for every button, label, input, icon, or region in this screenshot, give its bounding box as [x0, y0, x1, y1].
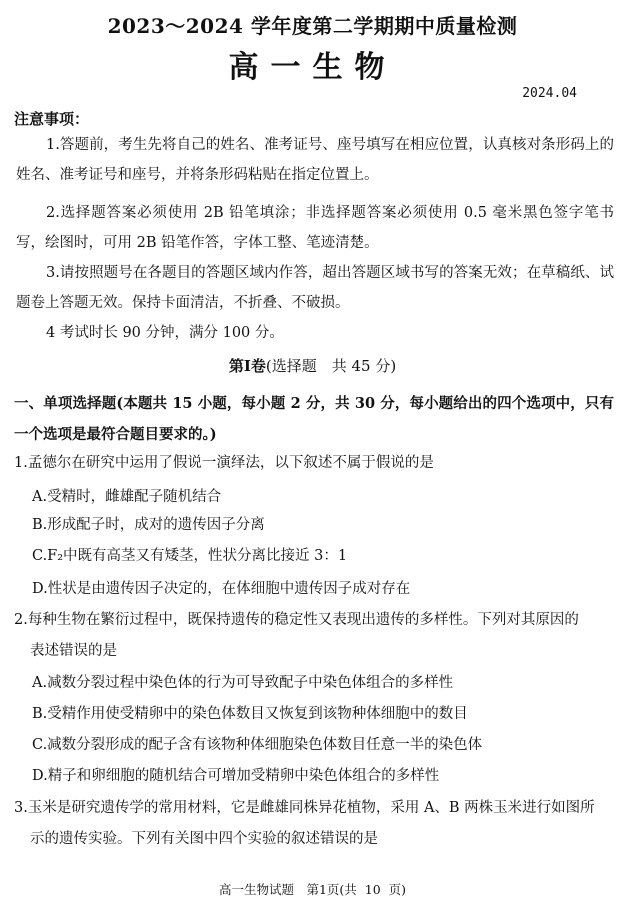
- question-stem-line: 3.玉米是研究遗传学的常用材料，它是雌雄同株异花植物，采用 A、B 两株玉米进行如图所: [14, 800, 595, 816]
- section-subtitle: (选择题 共 45 分): [265, 357, 397, 375]
- question-stem-line: 2.每种生物在繁衍过程中，既保持遗传的稳定性又表现出遗传的多样性。下列对其原因的: [14, 612, 579, 628]
- question-stem-continuation: 示的遗传实验。下列有关图中四个实验的叙述错误的是: [30, 831, 378, 847]
- option-item: B.受精作用使受精卵中的染色体数目又恢复到该物种体细胞中的数目: [32, 706, 468, 722]
- notice-item: 2.选择题答案必须使用 2B 铅笔填涂；非选择题答案必须使用 0.5 毫米黑色签字笔书写，绘图时，可用 2B 铅笔作答，字体工整、笔迹清楚。: [16, 205, 614, 251]
- section-heading: [0, 355, 625, 376]
- subject-title: 高一生物: [228, 50, 397, 85]
- exam-date: 2024.04: [522, 86, 577, 101]
- option-item: A.受精时，雌雄配子随机结合: [32, 489, 222, 505]
- question-stem: [14, 605, 614, 667]
- notice-item: 4 考试时长 90 分钟，满分 100 分。: [46, 325, 284, 341]
- question-stem: [14, 793, 614, 855]
- notice-item: 1.答题前，考生先将自己的姓名、准考证号、座号填写在相应位置，认真核对条形码上的姓名、准考证号和座号，并将条形码粘贴在指定位置上。: [16, 137, 614, 183]
- page-footer: 高一生物试题 第1页(共 10 页): [218, 882, 407, 897]
- option-item: B.形成配子时，成对的遗传因子分离: [32, 517, 265, 533]
- notice-heading: 注意事项：: [14, 110, 90, 128]
- section-title: 第Ⅰ卷: [228, 357, 266, 375]
- option-item: C.减数分裂形成的配子含有该物种体细胞染色体数目任意一半的染色体: [32, 737, 483, 753]
- part-one-title: 一、单项选择题(本题共 15 小题，每小题 2 分，共 30 分，每小题给出的四个选项中，只有一个选项是最符合题目要求的。): [14, 395, 614, 443]
- exam-title: 2023～2024 学年度第二学期期中质量检测: [107, 14, 518, 38]
- question-stem-continuation: 表述错误的是: [30, 643, 117, 659]
- option-item: D.精子和卵细胞的随机结合可增加受精卵中染色体组合的多样性: [32, 768, 440, 784]
- notice-item: 3.请按照题号在各题目的答题区域内作答，超出答题区域书写的答案无效；在草稿纸、试题卷上答题无效。保持卡面清洁，不折叠、不破损。: [16, 265, 614, 311]
- option-item: A.减数分裂过程中染色体的行为可导致配子中染色体组合的多样性: [32, 675, 454, 691]
- question-stem: 1.孟德尔在研究中运用了假说一演绎法，以下叙述不属于假说的是: [14, 455, 434, 471]
- option-item: D.性状是由遗传因子决定的，在体细胞中遗传因子成对存在: [32, 581, 411, 597]
- option-item: C.F₂中既有高茎又有矮茎，性状分离比接近 3：1: [32, 548, 348, 564]
